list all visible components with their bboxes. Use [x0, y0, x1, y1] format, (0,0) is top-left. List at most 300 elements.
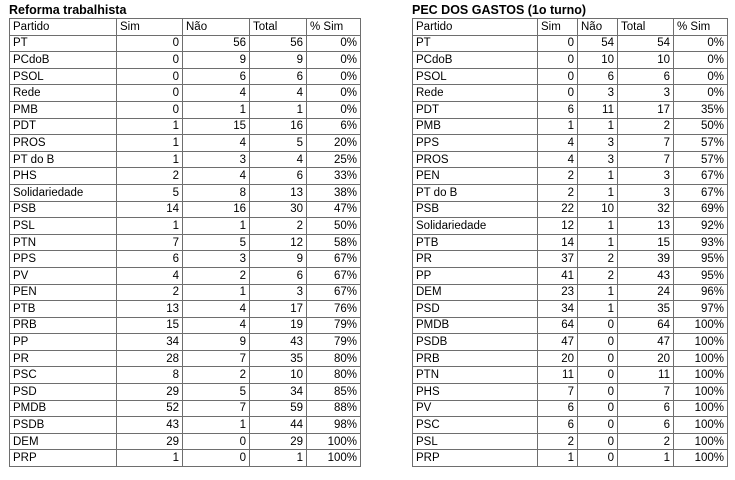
cell-nao: 10 — [578, 52, 618, 69]
cell-total: 56 — [250, 35, 307, 52]
cell-pct-sim: 0% — [674, 35, 728, 52]
table-row — [10, 168, 361, 185]
cell-partido: PP — [10, 334, 117, 351]
pec-dos-gastos-table — [412, 18, 728, 467]
table-row — [413, 301, 728, 318]
table-row — [413, 267, 728, 284]
cell-nao: 54 — [578, 35, 618, 52]
table-row — [10, 218, 361, 235]
header-nao: Não — [578, 19, 618, 36]
cell-nao: 1 — [183, 101, 250, 118]
table-row — [10, 301, 361, 318]
cell-partido: PCdoB — [10, 52, 117, 69]
table-row — [413, 101, 728, 118]
cell-partido: PSDB — [10, 417, 117, 434]
cell-sim: 1 — [538, 450, 578, 467]
cell-partido: PTN — [413, 367, 538, 384]
cell-pct-sim: 69% — [674, 201, 728, 218]
table-row — [413, 135, 728, 152]
table-row — [10, 52, 361, 69]
cell-sim: 2 — [538, 168, 578, 185]
cell-partido: PHS — [10, 168, 117, 185]
cell-partido: PPS — [10, 251, 117, 268]
cell-sim: 37 — [538, 251, 578, 268]
header-pct-sim: % Sim — [307, 19, 361, 36]
cell-total: 19 — [250, 317, 307, 334]
reforma-trabalhista-panel — [9, 2, 361, 467]
cell-nao: 3 — [183, 251, 250, 268]
cell-partido: PSOL — [10, 68, 117, 85]
cell-partido: PMB — [10, 101, 117, 118]
cell-nao: 15 — [183, 118, 250, 135]
cell-total: 13 — [618, 218, 674, 235]
cell-sim: 20 — [538, 350, 578, 367]
cell-pct-sim: 79% — [307, 317, 361, 334]
cell-pct-sim: 100% — [674, 417, 728, 434]
cell-sim: 29 — [117, 384, 183, 401]
cell-nao: 6 — [183, 68, 250, 85]
cell-partido: PT do B — [413, 184, 538, 201]
cell-total: 6 — [250, 168, 307, 185]
cell-nao: 9 — [183, 52, 250, 69]
table-row — [413, 85, 728, 102]
cell-total: 3 — [618, 85, 674, 102]
cell-partido: PROS — [413, 151, 538, 168]
table-row — [10, 251, 361, 268]
cell-pct-sim: 100% — [674, 450, 728, 467]
cell-partido: PR — [10, 350, 117, 367]
cell-nao: 1 — [183, 284, 250, 301]
cell-total: 15 — [618, 234, 674, 251]
cell-nao: 1 — [578, 184, 618, 201]
cell-partido: PMB — [413, 118, 538, 135]
cell-total: 35 — [618, 301, 674, 318]
cell-pct-sim: 97% — [674, 301, 728, 318]
cell-total: 9 — [250, 52, 307, 69]
cell-partido: PEN — [10, 284, 117, 301]
cell-sim: 14 — [538, 234, 578, 251]
cell-total: 43 — [250, 334, 307, 351]
cell-nao: 0 — [578, 450, 618, 467]
table-row — [10, 151, 361, 168]
header-row — [413, 19, 728, 36]
table-row — [413, 450, 728, 467]
cell-total: 11 — [618, 367, 674, 384]
cell-nao: 5 — [183, 384, 250, 401]
table-row — [10, 417, 361, 434]
cell-partido: PV — [413, 400, 538, 417]
cell-nao: 0 — [183, 433, 250, 450]
cell-pct-sim: 76% — [307, 301, 361, 318]
cell-nao: 4 — [183, 301, 250, 318]
cell-total: 6 — [618, 417, 674, 434]
cell-pct-sim: 67% — [307, 284, 361, 301]
cell-pct-sim: 67% — [307, 251, 361, 268]
cell-total: 16 — [250, 118, 307, 135]
table-row — [413, 118, 728, 135]
cell-sim: 41 — [538, 267, 578, 284]
table-row — [10, 284, 361, 301]
cell-nao: 9 — [183, 334, 250, 351]
cell-total: 30 — [250, 201, 307, 218]
cell-pct-sim: 100% — [674, 350, 728, 367]
cell-sim: 23 — [538, 284, 578, 301]
cell-total: 1 — [250, 101, 307, 118]
cell-partido: Rede — [10, 85, 117, 102]
reforma-trabalhista-table — [9, 18, 361, 467]
cell-sim: 34 — [117, 334, 183, 351]
cell-total: 2 — [618, 433, 674, 450]
cell-total: 64 — [618, 317, 674, 334]
cell-pct-sim: 47% — [307, 201, 361, 218]
table-row — [413, 284, 728, 301]
cell-nao: 56 — [183, 35, 250, 52]
cell-total: 1 — [618, 450, 674, 467]
header-partido: Partido — [10, 19, 117, 36]
cell-total: 6 — [250, 68, 307, 85]
table-title: PEC DOS GASTOS (1o turno) — [412, 3, 587, 17]
table-row — [10, 201, 361, 218]
cell-pct-sim: 6% — [307, 118, 361, 135]
cell-sim: 7 — [538, 384, 578, 401]
cell-total: 10 — [618, 52, 674, 69]
cell-partido: PMDB — [10, 400, 117, 417]
cell-partido: PT — [413, 35, 538, 52]
cell-total: 2 — [250, 218, 307, 235]
cell-nao: 10 — [578, 201, 618, 218]
table-row — [413, 317, 728, 334]
header-row — [10, 19, 361, 36]
cell-partido: PSB — [413, 201, 538, 218]
cell-total: 3 — [250, 284, 307, 301]
cell-pct-sim: 100% — [674, 384, 728, 401]
cell-partido: PTB — [10, 301, 117, 318]
cell-total: 39 — [618, 251, 674, 268]
cell-partido: PT do B — [10, 151, 117, 168]
cell-pct-sim: 0% — [307, 68, 361, 85]
cell-partido: PSC — [10, 367, 117, 384]
table-row — [413, 367, 728, 384]
cell-nao: 7 — [183, 350, 250, 367]
cell-nao: 0 — [578, 433, 618, 450]
cell-nao: 1 — [578, 218, 618, 235]
cell-partido: PP — [413, 267, 538, 284]
cell-nao: 8 — [183, 184, 250, 201]
cell-partido: PRP — [10, 450, 117, 467]
cell-nao: 1 — [578, 234, 618, 251]
cell-sim: 4 — [538, 135, 578, 152]
cell-nao: 7 — [183, 400, 250, 417]
cell-sim: 2 — [538, 433, 578, 450]
cell-nao: 0 — [578, 334, 618, 351]
table-row — [10, 101, 361, 118]
cell-total: 13 — [250, 184, 307, 201]
cell-total: 17 — [250, 301, 307, 318]
table-row — [413, 234, 728, 251]
table-row — [413, 251, 728, 268]
table-row — [413, 201, 728, 218]
cell-pct-sim: 57% — [674, 135, 728, 152]
cell-sim: 1 — [117, 218, 183, 235]
cell-pct-sim: 0% — [674, 85, 728, 102]
table-row — [10, 450, 361, 467]
cell-total: 54 — [618, 35, 674, 52]
cell-partido: PTN — [10, 234, 117, 251]
cell-sim: 28 — [117, 350, 183, 367]
cell-sim: 8 — [117, 367, 183, 384]
cell-nao: 4 — [183, 317, 250, 334]
cell-sim: 52 — [117, 400, 183, 417]
table-row — [413, 218, 728, 235]
table-row — [413, 168, 728, 185]
cell-pct-sim: 92% — [674, 218, 728, 235]
table-row — [10, 350, 361, 367]
cell-partido: PRB — [413, 350, 538, 367]
cell-partido: PSD — [413, 301, 538, 318]
cell-total: 5 — [250, 135, 307, 152]
cell-partido: PDT — [413, 101, 538, 118]
table-row — [413, 400, 728, 417]
cell-pct-sim: 58% — [307, 234, 361, 251]
cell-sim: 0 — [117, 35, 183, 52]
cell-sim: 1 — [117, 151, 183, 168]
table-row — [413, 334, 728, 351]
cell-sim: 1 — [117, 135, 183, 152]
cell-sim: 15 — [117, 317, 183, 334]
cell-sim: 6 — [538, 400, 578, 417]
cell-sim: 1 — [117, 118, 183, 135]
cell-nao: 2 — [183, 367, 250, 384]
table-row — [10, 433, 361, 450]
cell-nao: 2 — [578, 251, 618, 268]
cell-partido: PCdoB — [413, 52, 538, 69]
cell-partido: PR — [413, 251, 538, 268]
cell-pct-sim: 100% — [674, 400, 728, 417]
cell-nao: 6 — [578, 68, 618, 85]
cell-sim: 29 — [117, 433, 183, 450]
table-title: Reforma trabalhista — [9, 3, 127, 17]
cell-pct-sim: 100% — [307, 433, 361, 450]
cell-partido: DEM — [413, 284, 538, 301]
cell-partido: PTB — [413, 234, 538, 251]
cell-sim: 1 — [538, 118, 578, 135]
table-row — [413, 417, 728, 434]
table-row — [413, 151, 728, 168]
cell-pct-sim: 85% — [307, 384, 361, 401]
table-row — [10, 367, 361, 384]
cell-pct-sim: 57% — [674, 151, 728, 168]
cell-sim: 0 — [117, 85, 183, 102]
cell-pct-sim: 50% — [307, 218, 361, 235]
cell-partido: PSDB — [413, 334, 538, 351]
cell-total: 44 — [250, 417, 307, 434]
cell-pct-sim: 98% — [307, 417, 361, 434]
cell-partido: PSD — [10, 384, 117, 401]
header-pct-sim: % Sim — [674, 19, 728, 36]
cell-total: 43 — [618, 267, 674, 284]
cell-sim: 13 — [117, 301, 183, 318]
cell-sim: 6 — [117, 251, 183, 268]
cell-nao: 3 — [578, 85, 618, 102]
cell-pct-sim: 93% — [674, 234, 728, 251]
cell-pct-sim: 100% — [674, 367, 728, 384]
cell-nao: 1 — [183, 218, 250, 235]
cell-partido: PMDB — [413, 317, 538, 334]
cell-pct-sim: 25% — [307, 151, 361, 168]
cell-partido: Solidariedade — [413, 218, 538, 235]
cell-total: 6 — [250, 267, 307, 284]
pec-dos-gastos-panel — [412, 2, 728, 467]
cell-pct-sim: 100% — [674, 334, 728, 351]
cell-pct-sim: 38% — [307, 184, 361, 201]
cell-partido: PPS — [413, 135, 538, 152]
cell-pct-sim: 88% — [307, 400, 361, 417]
cell-nao: 0 — [578, 417, 618, 434]
table-row — [10, 118, 361, 135]
cell-total: 6 — [618, 68, 674, 85]
cell-nao: 2 — [183, 267, 250, 284]
cell-total: 2 — [618, 118, 674, 135]
table-row — [413, 350, 728, 367]
table-row — [10, 267, 361, 284]
cell-sim: 2 — [538, 184, 578, 201]
cell-sim: 34 — [538, 301, 578, 318]
cell-nao: 3 — [578, 135, 618, 152]
cell-partido: PSB — [10, 201, 117, 218]
cell-sim: 6 — [538, 101, 578, 118]
cell-total: 47 — [618, 334, 674, 351]
header-total: Total — [618, 19, 674, 36]
cell-total: 3 — [618, 184, 674, 201]
cell-sim: 0 — [117, 101, 183, 118]
table-body — [10, 35, 361, 466]
cell-total: 1 — [250, 450, 307, 467]
cell-partido: PRP — [413, 450, 538, 467]
table-row — [413, 184, 728, 201]
cell-partido: Rede — [413, 85, 538, 102]
cell-partido: PT — [10, 35, 117, 52]
cell-nao: 1 — [578, 118, 618, 135]
cell-sim: 0 — [538, 85, 578, 102]
cell-partido: PV — [10, 267, 117, 284]
cell-pct-sim: 100% — [674, 317, 728, 334]
cell-nao: 0 — [183, 450, 250, 467]
cell-nao: 5 — [183, 234, 250, 251]
cell-sim: 0 — [538, 52, 578, 69]
cell-partido: PSL — [10, 218, 117, 235]
cell-sim: 0 — [117, 68, 183, 85]
table-body — [413, 35, 728, 466]
cell-partido: DEM — [10, 433, 117, 450]
cell-sim: 7 — [117, 234, 183, 251]
cell-pct-sim: 0% — [307, 85, 361, 102]
cell-total: 4 — [250, 151, 307, 168]
cell-total: 59 — [250, 400, 307, 417]
cell-sim: 2 — [117, 168, 183, 185]
cell-sim: 11 — [538, 367, 578, 384]
cell-pct-sim: 95% — [674, 267, 728, 284]
cell-pct-sim: 80% — [307, 367, 361, 384]
cell-partido: PSOL — [413, 68, 538, 85]
cell-pct-sim: 0% — [307, 101, 361, 118]
cell-sim: 4 — [117, 267, 183, 284]
cell-partido: PSL — [413, 433, 538, 450]
cell-pct-sim: 67% — [674, 184, 728, 201]
cell-partido: PHS — [413, 384, 538, 401]
cell-nao: 1 — [578, 168, 618, 185]
cell-sim: 22 — [538, 201, 578, 218]
cell-sim: 64 — [538, 317, 578, 334]
table-row — [10, 317, 361, 334]
table-row — [10, 35, 361, 52]
cell-pct-sim: 67% — [307, 267, 361, 284]
table-row — [413, 384, 728, 401]
header-total: Total — [250, 19, 307, 36]
cell-sim: 0 — [538, 35, 578, 52]
cell-nao: 0 — [578, 400, 618, 417]
cell-partido: PDT — [10, 118, 117, 135]
cell-total: 20 — [618, 350, 674, 367]
cell-pct-sim: 50% — [674, 118, 728, 135]
cell-nao: 16 — [183, 201, 250, 218]
cell-pct-sim: 35% — [674, 101, 728, 118]
cell-sim: 12 — [538, 218, 578, 235]
cell-pct-sim: 33% — [307, 168, 361, 185]
cell-total: 35 — [250, 350, 307, 367]
cell-pct-sim: 0% — [674, 52, 728, 69]
header-nao: Não — [183, 19, 250, 36]
cell-pct-sim: 0% — [307, 52, 361, 69]
cell-sim: 43 — [117, 417, 183, 434]
cell-nao: 11 — [578, 101, 618, 118]
cell-total: 4 — [250, 85, 307, 102]
cell-sim: 0 — [117, 52, 183, 69]
cell-pct-sim: 96% — [674, 284, 728, 301]
cell-total: 24 — [618, 284, 674, 301]
cell-total: 7 — [618, 135, 674, 152]
cell-nao: 0 — [578, 367, 618, 384]
cell-pct-sim: 80% — [307, 350, 361, 367]
table-row — [10, 85, 361, 102]
cell-total: 7 — [618, 384, 674, 401]
header-sim: Sim — [538, 19, 578, 36]
cell-total: 29 — [250, 433, 307, 450]
cell-pct-sim: 100% — [674, 433, 728, 450]
cell-total: 9 — [250, 251, 307, 268]
cell-nao: 0 — [578, 317, 618, 334]
cell-sim: 1 — [117, 450, 183, 467]
cell-partido: PSC — [413, 417, 538, 434]
cell-sim: 14 — [117, 201, 183, 218]
table-row — [413, 52, 728, 69]
cell-nao: 1 — [578, 301, 618, 318]
cell-nao: 4 — [183, 135, 250, 152]
cell-total: 32 — [618, 201, 674, 218]
cell-sim: 4 — [538, 151, 578, 168]
table-row — [10, 400, 361, 417]
cell-pct-sim: 0% — [307, 35, 361, 52]
cell-nao: 4 — [183, 168, 250, 185]
cell-total: 10 — [250, 367, 307, 384]
header-sim: Sim — [117, 19, 183, 36]
cell-nao: 0 — [578, 350, 618, 367]
cell-nao: 4 — [183, 85, 250, 102]
cell-sim: 47 — [538, 334, 578, 351]
cell-total: 6 — [618, 400, 674, 417]
cell-total: 3 — [618, 168, 674, 185]
table-row — [10, 334, 361, 351]
cell-partido: Solidariedade — [10, 184, 117, 201]
